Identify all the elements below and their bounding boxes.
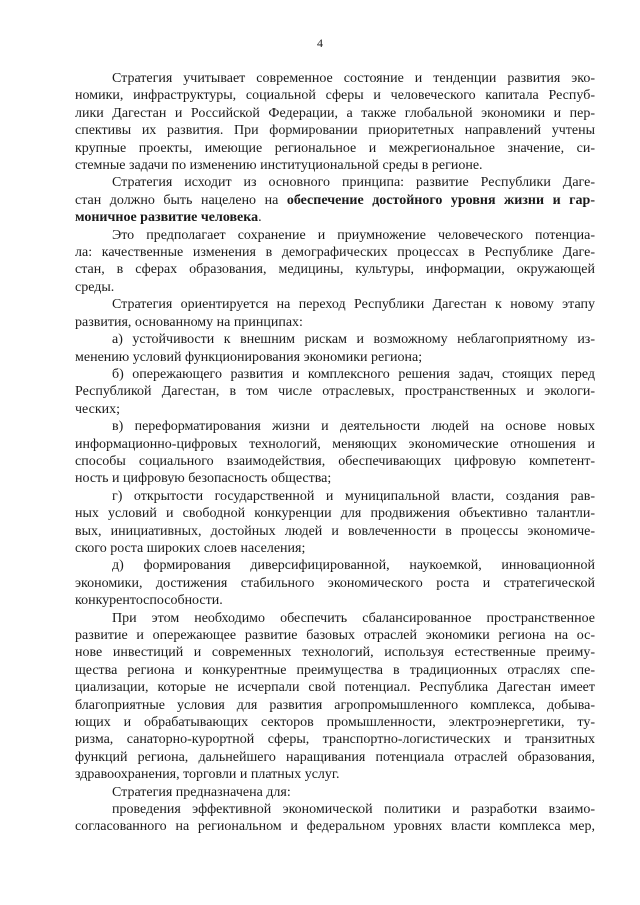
text-line: ского роста широких слоев населения; — [75, 540, 306, 556]
text-line: г) открытости государственной и муниципальной власти, создания рав- — [112, 488, 595, 504]
text-line: согласованного на региональном и федеральном уровнях власти комплекса мер, — [75, 819, 595, 835]
list-item — [75, 418, 595, 488]
text-line: способы социального взаимодействия, обеспечивающих цифровую компетент- — [75, 453, 595, 469]
text-line: д) формирования диверсифицированной, наукоемкой, инновационной — [112, 558, 595, 574]
paragraph — [75, 610, 595, 784]
paragraph — [75, 70, 595, 174]
text-line: в) переформатирования жизни и деятельности людей на основе новых — [112, 419, 595, 435]
text-line: информационно-цифровых технологий, меняющих экономические отношения и — [75, 436, 595, 452]
text-line: номики, инфраструктуры, социальной сферы и человеческого капитала Респуб- — [75, 88, 595, 104]
text-line: благоприятные условия для развития агропромышленного комплекса, добыва- — [75, 697, 595, 713]
text-line: ческих; — [75, 401, 121, 417]
text-line: функций региона, дальнейшего наращивания потенциала отраслей образования, — [75, 749, 595, 765]
text-line: стан, в сферах образования, медицины, культуры, информации, окружающей — [75, 262, 595, 278]
paragraph — [75, 801, 595, 836]
emphasis-text: моничное развитие человека — [75, 210, 259, 226]
paragraph — [75, 174, 595, 226]
text-line: конкурентоспособности. — [75, 593, 223, 609]
text-line: Стратегия предназначена для: — [112, 784, 291, 800]
text-line: циализации, которые не исчерпали свой потенциал. Республика Дагестан имеет — [75, 680, 595, 696]
text-line: ных условий и свободной конкуренции для продвижения объективно талантли- — [75, 506, 595, 522]
text-line: менению условий функционирования экономики региона; — [75, 349, 423, 365]
document-body — [75, 70, 595, 836]
list-item — [75, 488, 595, 558]
text-line: а) устойчивости к внешним рискам и возможному неблагоприятному из- — [112, 332, 595, 348]
text-line: б) опережающего развития и комплексного решения задач, стоящих перед — [112, 366, 595, 382]
paragraph — [75, 296, 595, 331]
text-line: нове инвестиций и современных технологий, используя естественные преиму- — [75, 645, 595, 661]
text-line: При этом необходимо обеспечить сбалансированное пространственное — [112, 610, 595, 626]
text-line: Стратегия исходит из основного принципа: развитие Республики Даге- — [112, 175, 595, 191]
text-line: развитие и опережающее развитие базовых отраслей экономики региона на ос- — [75, 628, 595, 643]
page-number: 4 — [317, 36, 323, 50]
list-item — [75, 331, 595, 366]
emphasis-text: обеспечение достойного уровня жизни и гар- — [286, 192, 595, 208]
text-line: экономики, достижения стабильного экономического роста и стратегической — [75, 575, 595, 591]
text-line: проведения эффективной экономической политики и разработки взаимо- — [112, 802, 595, 818]
list-item — [75, 557, 595, 609]
text-line: ризма, санаторно-курортной сферы, транспортно-логистических и транзитных — [75, 732, 595, 748]
text-line: ность и цифровую безопасность общества; — [75, 471, 332, 487]
text-line: крупные проекты, имеющие региональное и межрегиональное значение, си- — [75, 140, 595, 156]
text-line — [75, 192, 595, 209]
text-line: стемные задачи по изменению институциональной среды в регионе. — [75, 158, 483, 174]
text-line: спективы их развития. При формировании приоритетных направлений учтены — [75, 123, 595, 139]
text-line: вых, инициативных, достойных людей и вовлеченности в процессы экономиче- — [75, 523, 595, 539]
text-line: лики Дагестан и Российской Федерации, а также глобальной экономики и пер- — [75, 105, 595, 121]
text-line: развития, основанному на принципах: — [75, 314, 303, 330]
text-line: щества региона и конкурентные преимущества в традиционных отраслях спе- — [75, 662, 595, 678]
text-line: здравоохранения, торговли и платных услуг. — [75, 767, 340, 783]
text-line: Стратегия учитывает современное состояние и тенденции развития эко- — [112, 71, 595, 86]
text-line: Республикой Дагестан, в том числе отраслевых, пространственных и экологи- — [75, 384, 595, 400]
text-line: ла: качественные изменения в демографических процессах в Республике Даге- — [75, 245, 595, 261]
text-run: стан должно быть нацелено на — [75, 192, 287, 208]
paragraph — [75, 227, 595, 297]
text-line: Это предполагает сохранение и приумножение человеческого потенциа- — [112, 227, 595, 243]
text-line — [75, 209, 595, 226]
list-item — [75, 366, 595, 418]
text-line: среды. — [75, 279, 115, 295]
text-line: ющих и обрабатывающих секторов промышленности, электроэнергетики, ту- — [75, 715, 595, 731]
text-line: Стратегия ориентируется на переход Республики Дагестан к новому этапу — [112, 297, 595, 313]
paragraph — [75, 784, 595, 801]
text-run: . — [258, 210, 262, 226]
